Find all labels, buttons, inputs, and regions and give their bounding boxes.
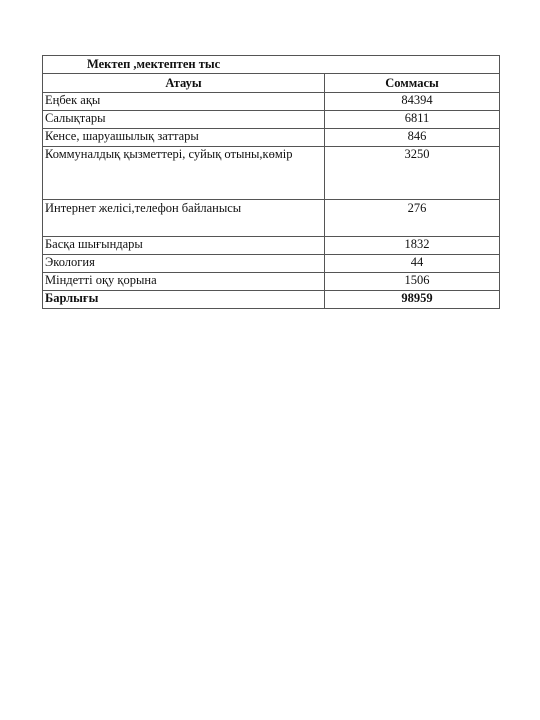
header-name: Атауы: [43, 74, 325, 93]
row-name: Кенсе, шаруашылық заттары: [43, 129, 325, 147]
row-sum: 6811: [325, 111, 500, 129]
row-name: Экология: [43, 255, 325, 273]
table-row: [43, 237, 500, 255]
table-title-row: [43, 56, 500, 74]
expense-table: [42, 55, 500, 309]
table-row: [43, 273, 500, 291]
row-name: Басқа шығындары: [43, 237, 325, 255]
table-total-row: [43, 291, 500, 309]
row-name: Еңбек ақы: [43, 93, 325, 111]
table-row: [43, 129, 500, 147]
table-row: [43, 255, 500, 273]
row-sum: 846: [325, 129, 500, 147]
total-sum: 98959: [325, 291, 500, 309]
table-row: [43, 93, 500, 111]
row-name: Салықтары: [43, 111, 325, 129]
table-title: Мектеп ,мектептен тыс: [43, 56, 500, 74]
table-row: [43, 200, 500, 237]
table-row: [43, 111, 500, 129]
total-label: Барлығы: [43, 291, 325, 309]
table-header-row: [43, 74, 500, 93]
row-sum: 276: [325, 200, 500, 237]
table-row: [43, 147, 500, 200]
row-sum: 44: [325, 255, 500, 273]
row-sum: 1832: [325, 237, 500, 255]
row-name: Коммуналдық қызметтері, суйық отыны,көмір: [43, 147, 325, 200]
row-sum: 1506: [325, 273, 500, 291]
row-name: Интернет желісі,телефон байланысы: [43, 200, 325, 237]
row-sum: 3250: [325, 147, 500, 200]
header-sum: Соммасы: [325, 74, 500, 93]
row-name: Міндетті оқу қорына: [43, 273, 325, 291]
row-sum: 84394: [325, 93, 500, 111]
